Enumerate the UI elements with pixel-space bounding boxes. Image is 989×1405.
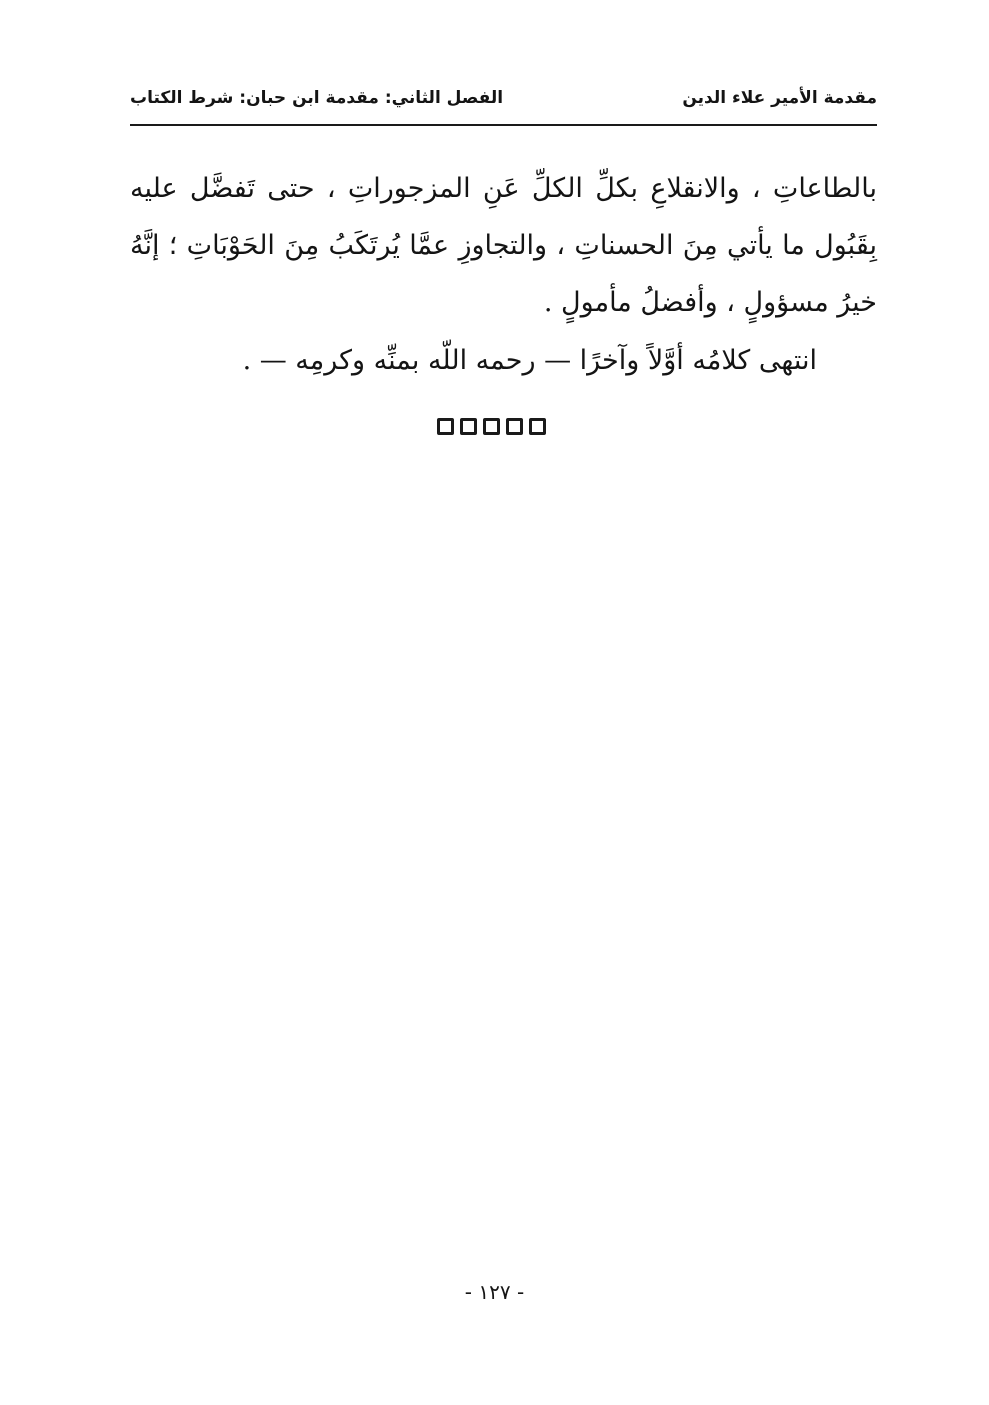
body-paragraph: بالطاعاتِ ، والانقلاعِ بكلِّ الكلِّ عَنِ المزجوراتِ ، حتى تَفضَّل عليه بِقَبُول ما يأتي مِنَ الحسناتِ ، والتجاوزِ عمَّا يُرتَكَبُ مِنَ الحَوْبَاتِ ؛ إنَّهُ خيرُ مسؤولٍ ، وأفضلُ مأمولٍ . xyxy=(130,173,877,318)
ornament-box-icon xyxy=(460,418,477,435)
header-book-title: مقدمة الأمير علاء الدين xyxy=(682,88,877,108)
ornament-box-icon xyxy=(529,418,546,435)
header-rule xyxy=(130,124,877,126)
header-chapter-title: الفصل الثاني: مقدمة ابن حبان: شرط الكتاب xyxy=(130,88,504,108)
ornament-box-icon xyxy=(506,418,523,435)
ornament-box-icon xyxy=(437,418,454,435)
ornament-box-icon xyxy=(483,418,500,435)
running-header xyxy=(130,82,877,122)
section-end-ornament xyxy=(437,418,546,438)
closing-line: انتهى كلامُه أوَّلاً وآخرًا — رحمه اللّه بمنِّه وكرمِه — . xyxy=(242,345,817,376)
page-number: - ١٢٧ - xyxy=(464,1280,525,1304)
